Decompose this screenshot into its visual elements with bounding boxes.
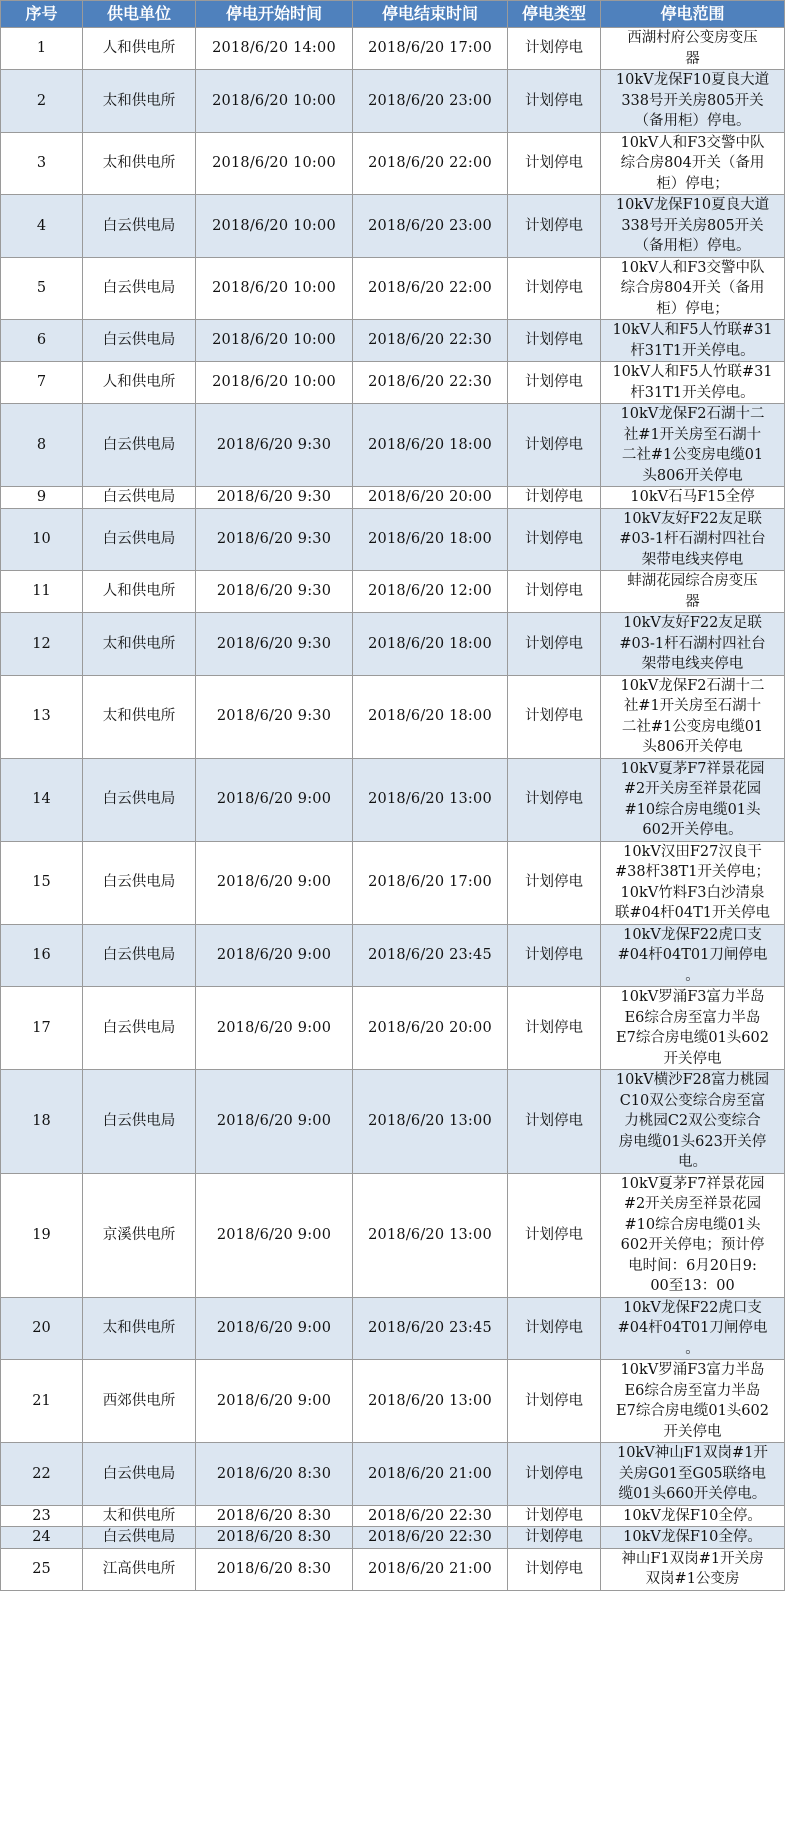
table-row <box>1 487 785 509</box>
header-row <box>1 1 785 28</box>
scope-line: #2开关房至祥景花园 <box>623 1196 762 1212</box>
cell-start-time: 2018/6/20 8:30 <box>196 1527 353 1549</box>
cell-index: 18 <box>1 1070 83 1174</box>
scope-line: 602开关停电；预计停 <box>620 1237 765 1253</box>
scope-line: 10kV友好F22友足联 <box>623 510 762 527</box>
cell-end-time: 2018/6/20 21:00 <box>353 1443 508 1506</box>
scope-line: E7综合房电缆01头602 <box>616 1403 769 1419</box>
cell-unit: 白云供电局 <box>83 195 196 258</box>
cell-start-time: 2018/6/20 9:30 <box>196 613 353 676</box>
table-row <box>1 1360 785 1443</box>
cell-type: 计划停电 <box>508 1443 601 1506</box>
cell-scope <box>601 1070 785 1174</box>
scope-line: E6综合房至富力半岛 <box>624 1009 761 1026</box>
cell-type: 计划停电 <box>508 1527 601 1549</box>
cell-scope <box>601 320 785 362</box>
cell-scope <box>601 987 785 1070</box>
cell-start-time: 2018/6/20 14:00 <box>196 28 353 70</box>
scope-line: E6综合房至富力半岛 <box>624 1382 761 1399</box>
scope-line: 头806开关停电 <box>642 467 743 484</box>
cell-unit: 白云供电局 <box>83 1070 196 1174</box>
scope-line: 10kV龙保F10夏良大道 <box>615 72 770 88</box>
header-index: 序号 <box>1 1 83 28</box>
cell-index: 23 <box>1 1505 83 1527</box>
header-type: 停电类型 <box>508 1 601 28</box>
scope-line: 10kV夏茅F7祥景花园 <box>620 1175 765 1192</box>
scope-line: 10kV人和F5人竹联#31 <box>612 364 773 380</box>
cell-start-time: 2018/6/20 9:30 <box>196 404 353 487</box>
cell-start-time: 2018/6/20 9:30 <box>196 571 353 613</box>
cell-end-time: 2018/6/20 18:00 <box>353 508 508 571</box>
cell-unit: 太和供电所 <box>83 1505 196 1527</box>
scope-line: 器 <box>685 593 700 610</box>
cell-end-time: 2018/6/20 13:00 <box>353 1070 508 1174</box>
scope-line: 338号开关房805开关 <box>621 92 764 109</box>
cell-index: 22 <box>1 1443 83 1506</box>
cell-start-time: 2018/6/20 9:30 <box>196 508 353 571</box>
cell-end-time: 2018/6/20 22:00 <box>353 257 508 320</box>
cell-index: 21 <box>1 1360 83 1443</box>
table-row <box>1 28 785 70</box>
table-row <box>1 987 785 1070</box>
scope-line: 力桃园C2双公变综合 <box>624 1113 761 1129</box>
scope-line: #03-1杆石湖村四社台 <box>619 635 766 652</box>
scope-line: 社#1开关房至石湖十 <box>623 426 762 443</box>
cell-type: 计划停电 <box>508 841 601 924</box>
cell-scope <box>601 841 785 924</box>
cell-type: 计划停电 <box>508 1548 601 1590</box>
table-row <box>1 257 785 320</box>
table-row <box>1 924 785 987</box>
cell-scope <box>601 195 785 258</box>
cell-end-time: 2018/6/20 23:00 <box>353 195 508 258</box>
cell-scope <box>601 1527 785 1549</box>
cell-scope <box>601 1548 785 1590</box>
cell-end-time: 2018/6/20 18:00 <box>353 675 508 758</box>
cell-index: 17 <box>1 987 83 1070</box>
table-row <box>1 1297 785 1360</box>
scope-line: 电。 <box>678 1154 707 1170</box>
scope-line: 10kV人和F3交警中队 <box>620 259 765 276</box>
cell-type: 计划停电 <box>508 613 601 676</box>
cell-type: 计划停电 <box>508 1297 601 1360</box>
cell-unit: 白云供电局 <box>83 841 196 924</box>
cell-end-time: 2018/6/20 22:30 <box>353 1505 508 1527</box>
header-unit: 供电单位 <box>83 1 196 28</box>
scope-line: 杆31T1开关停电。 <box>630 384 755 401</box>
cell-end-time: 2018/6/20 23:45 <box>353 924 508 987</box>
table-row <box>1 675 785 758</box>
cell-unit: 白云供电局 <box>83 924 196 987</box>
table-body <box>1 28 785 1591</box>
cell-index: 11 <box>1 571 83 613</box>
cell-type: 计划停电 <box>508 1505 601 1527</box>
cell-type: 计划停电 <box>508 257 601 320</box>
cell-scope <box>601 1360 785 1443</box>
cell-end-time: 2018/6/20 20:00 <box>353 987 508 1070</box>
scope-line: 。 <box>685 967 700 984</box>
scope-line: 10kV龙保F22虎口支 <box>623 1299 762 1316</box>
scope-line: 10kV罗涌F3富力半岛 <box>620 1362 765 1378</box>
cell-scope <box>601 1505 785 1527</box>
cell-end-time: 2018/6/20 18:00 <box>353 613 508 676</box>
cell-index: 16 <box>1 924 83 987</box>
cell-start-time: 2018/6/20 9:00 <box>196 1070 353 1174</box>
header-start-time: 停电开始时间 <box>196 1 353 28</box>
scope-line: 开关停电 <box>663 1423 722 1440</box>
cell-start-time: 2018/6/20 9:00 <box>196 924 353 987</box>
cell-unit: 白云供电局 <box>83 1527 196 1549</box>
cell-unit: 西郊供电所 <box>83 1360 196 1443</box>
cell-unit: 白云供电局 <box>83 257 196 320</box>
cell-type: 计划停电 <box>508 758 601 841</box>
cell-unit: 太和供电所 <box>83 1297 196 1360</box>
cell-type: 计划停电 <box>508 132 601 195</box>
scope-line: 10kV龙保F10全停。 <box>623 1507 762 1524</box>
cell-type: 计划停电 <box>508 508 601 571</box>
scope-line: 10kV人和F3交警中队 <box>620 134 765 151</box>
scope-line: 二社#1公变房电缆01 <box>621 447 764 463</box>
cell-unit: 白云供电局 <box>83 987 196 1070</box>
cell-index: 24 <box>1 1527 83 1549</box>
cell-index: 3 <box>1 132 83 195</box>
scope-line: #04杆04T01刀闸停电 <box>617 947 768 963</box>
cell-type: 计划停电 <box>508 404 601 487</box>
cell-scope <box>601 70 785 133</box>
cell-scope <box>601 132 785 195</box>
cell-type: 计划停电 <box>508 924 601 987</box>
cell-type: 计划停电 <box>508 1173 601 1297</box>
cell-index: 2 <box>1 70 83 133</box>
cell-type: 计划停电 <box>508 987 601 1070</box>
table-row <box>1 70 785 133</box>
scope-line: 10kV龙保F10夏良大道 <box>615 197 770 213</box>
scope-line: 神山F1双岗#1开关房 <box>621 1550 764 1567</box>
cell-scope <box>601 571 785 613</box>
cell-scope <box>601 487 785 509</box>
scope-line: 社#1开关房至石湖十 <box>623 698 762 714</box>
cell-index: 14 <box>1 758 83 841</box>
cell-unit: 白云供电局 <box>83 508 196 571</box>
table-row <box>1 320 785 362</box>
scope-line: 10kV竹料F3白沙清泉 <box>620 884 765 901</box>
scope-line: 西湖村府公变房变压 <box>627 30 758 46</box>
cell-type: 计划停电 <box>508 70 601 133</box>
scope-line: 二社#1公变房电缆01 <box>621 718 764 735</box>
cell-start-time: 2018/6/20 8:30 <box>196 1443 353 1506</box>
cell-unit: 白云供电局 <box>83 1443 196 1506</box>
scope-line: 柜）停电； <box>656 175 729 192</box>
cell-unit: 京溪供电所 <box>83 1173 196 1297</box>
cell-type: 计划停电 <box>508 28 601 70</box>
table-row <box>1 195 785 258</box>
scope-line: 联#04杆04T1开关停电 <box>615 905 770 921</box>
table-row <box>1 571 785 613</box>
cell-scope <box>601 508 785 571</box>
scope-line: 房电缆01头623开关停 <box>618 1133 767 1150</box>
cell-start-time: 2018/6/20 10:00 <box>196 195 353 258</box>
cell-type: 计划停电 <box>508 320 601 362</box>
cell-unit: 人和供电所 <box>83 362 196 404</box>
scope-line: 10kV龙保F10全停。 <box>623 1529 762 1545</box>
cell-index: 1 <box>1 28 83 70</box>
cell-start-time: 2018/6/20 10:00 <box>196 320 353 362</box>
cell-index: 9 <box>1 487 83 509</box>
cell-end-time: 2018/6/20 23:00 <box>353 70 508 133</box>
table-row <box>1 758 785 841</box>
cell-end-time: 2018/6/20 22:30 <box>353 320 508 362</box>
scope-line: 338号开关房805开关 <box>621 217 764 234</box>
cell-start-time: 2018/6/20 8:30 <box>196 1505 353 1527</box>
cell-start-time: 2018/6/20 9:30 <box>196 487 353 509</box>
table-row <box>1 1173 785 1297</box>
cell-start-time: 2018/6/20 10:00 <box>196 70 353 133</box>
cell-end-time: 2018/6/20 13:00 <box>353 758 508 841</box>
cell-type: 计划停电 <box>508 1360 601 1443</box>
cell-scope <box>601 1173 785 1297</box>
table-row <box>1 362 785 404</box>
cell-type: 计划停电 <box>508 195 601 258</box>
cell-end-time: 2018/6/20 20:00 <box>353 487 508 509</box>
table-row <box>1 1527 785 1549</box>
scope-line: E7综合房电缆01头602 <box>616 1030 769 1046</box>
cell-index: 10 <box>1 508 83 571</box>
scope-line: 电时间：6月20日9: <box>628 1257 757 1274</box>
scope-line: 10kV龙保F2石湖十二 <box>620 406 765 422</box>
scope-line: #38杆38T1开关停电； <box>615 864 770 880</box>
cell-scope <box>601 924 785 987</box>
cell-unit: 人和供电所 <box>83 571 196 613</box>
cell-type: 计划停电 <box>508 675 601 758</box>
scope-line: （备用柜）停电。 <box>634 238 751 254</box>
table-row <box>1 404 785 487</box>
scope-line: #10综合房电缆01头 <box>624 801 761 818</box>
scope-line: 10kV汉田F27汉良干 <box>623 843 762 860</box>
cell-scope <box>601 613 785 676</box>
scope-line: 关房G01至G05联络电 <box>618 1465 767 1482</box>
cell-type: 计划停电 <box>508 487 601 509</box>
scope-line: 10kV龙保F22虎口支 <box>623 926 762 943</box>
cell-type: 计划停电 <box>508 362 601 404</box>
scope-line: 综合房804开关（备用 <box>620 155 765 171</box>
scope-line: 10kV石马F15全停 <box>630 489 755 505</box>
scope-line: 缆01头660开关停电。 <box>618 1486 767 1502</box>
scope-line: #2开关房至祥景花园 <box>623 781 762 797</box>
cell-start-time: 2018/6/20 10:00 <box>196 257 353 320</box>
scope-line: 架带电线夹停电 <box>641 551 744 568</box>
cell-end-time: 2018/6/20 22:30 <box>353 1527 508 1549</box>
cell-start-time: 2018/6/20 9:00 <box>196 1360 353 1443</box>
cell-scope <box>601 1443 785 1506</box>
scope-line: 头806开关停电 <box>642 739 743 755</box>
scope-line: 综合房804开关（备用 <box>620 280 765 296</box>
scope-line: 架带电线夹停电 <box>641 656 744 672</box>
scope-line: 蚌湖花园综合房变压 <box>627 573 758 589</box>
cell-end-time: 2018/6/20 22:00 <box>353 132 508 195</box>
cell-index: 7 <box>1 362 83 404</box>
scope-line: 10kV罗涌F3富力半岛 <box>620 989 765 1005</box>
scope-line: #04杆04T01刀闸停电 <box>617 1320 768 1336</box>
scope-line: 10kV龙保F2石湖十二 <box>620 677 765 694</box>
scope-line: （备用柜）停电。 <box>634 113 751 129</box>
cell-scope <box>601 758 785 841</box>
cell-end-time: 2018/6/20 12:00 <box>353 571 508 613</box>
cell-end-time: 2018/6/20 17:00 <box>353 841 508 924</box>
scope-line: 10kV神山F1双岗#1开 <box>617 1445 768 1461</box>
cell-index: 6 <box>1 320 83 362</box>
cell-index: 12 <box>1 613 83 676</box>
cell-scope <box>601 257 785 320</box>
table-row <box>1 1443 785 1506</box>
scope-line: 杆31T1开关停电。 <box>630 342 755 359</box>
cell-scope <box>601 1297 785 1360</box>
cell-type: 计划停电 <box>508 571 601 613</box>
cell-index: 25 <box>1 1548 83 1590</box>
cell-start-time: 2018/6/20 9:00 <box>196 758 353 841</box>
cell-unit: 白云供电局 <box>83 320 196 362</box>
scope-line: 开关停电 <box>663 1050 722 1067</box>
cell-unit: 白云供电局 <box>83 758 196 841</box>
scope-line: C10双公变综合房至富 <box>619 1092 766 1109</box>
table-row <box>1 613 785 676</box>
header-scope: 停电范围 <box>601 1 785 28</box>
cell-scope <box>601 362 785 404</box>
table-header <box>1 1 785 28</box>
scope-line: #03-1杆石湖村四社台 <box>619 531 766 547</box>
cell-index: 8 <box>1 404 83 487</box>
cell-unit: 人和供电所 <box>83 28 196 70</box>
header-end-time: 停电结束时间 <box>353 1 508 28</box>
cell-index: 13 <box>1 675 83 758</box>
scope-line: 10kV友好F22友足联 <box>623 615 762 631</box>
cell-end-time: 2018/6/20 18:00 <box>353 404 508 487</box>
scope-line: 00至13：00 <box>650 1278 735 1294</box>
scope-line: 10kV人和F5人竹联#31 <box>612 322 773 338</box>
cell-type: 计划停电 <box>508 1070 601 1174</box>
cell-scope <box>601 28 785 70</box>
table-row <box>1 132 785 195</box>
scope-line: 602开关停电。 <box>642 822 743 838</box>
cell-start-time: 2018/6/20 9:30 <box>196 675 353 758</box>
cell-start-time: 2018/6/20 9:00 <box>196 1297 353 1360</box>
cell-end-time: 2018/6/20 21:00 <box>353 1548 508 1590</box>
cell-start-time: 2018/6/20 9:00 <box>196 987 353 1070</box>
cell-unit: 太和供电所 <box>83 132 196 195</box>
cell-start-time: 2018/6/20 10:00 <box>196 362 353 404</box>
cell-end-time: 2018/6/20 13:00 <box>353 1173 508 1297</box>
table-row <box>1 508 785 571</box>
cell-end-time: 2018/6/20 23:45 <box>353 1297 508 1360</box>
scope-line: #10综合房电缆01头 <box>624 1216 761 1233</box>
cell-index: 4 <box>1 195 83 258</box>
table-row <box>1 1505 785 1527</box>
scope-line: 。 <box>685 1340 700 1357</box>
cell-start-time: 2018/6/20 9:00 <box>196 1173 353 1297</box>
table-row <box>1 841 785 924</box>
cell-scope <box>601 404 785 487</box>
scope-line: 10kV夏茅F7祥景花园 <box>620 760 765 777</box>
cell-index: 5 <box>1 257 83 320</box>
cell-start-time: 2018/6/20 10:00 <box>196 132 353 195</box>
scope-line: 双岗#1公变房 <box>645 1571 740 1587</box>
scope-line: 10kV横沙F28富力桃园 <box>615 1072 770 1088</box>
cell-unit: 太和供电所 <box>83 675 196 758</box>
cell-end-time: 2018/6/20 22:30 <box>353 362 508 404</box>
cell-unit: 白云供电局 <box>83 487 196 509</box>
cell-unit: 太和供电所 <box>83 613 196 676</box>
cell-unit: 白云供电局 <box>83 404 196 487</box>
cell-unit: 江高供电所 <box>83 1548 196 1590</box>
scope-line: 器 <box>685 50 700 67</box>
table-row <box>1 1070 785 1174</box>
cell-start-time: 2018/6/20 8:30 <box>196 1548 353 1590</box>
scope-line: 柜）停电； <box>656 300 729 317</box>
cell-start-time: 2018/6/20 9:00 <box>196 841 353 924</box>
cell-index: 19 <box>1 1173 83 1297</box>
cell-index: 15 <box>1 841 83 924</box>
cell-index: 20 <box>1 1297 83 1360</box>
cell-scope <box>601 675 785 758</box>
cell-unit: 太和供电所 <box>83 70 196 133</box>
cell-end-time: 2018/6/20 13:00 <box>353 1360 508 1443</box>
cell-end-time: 2018/6/20 17:00 <box>353 28 508 70</box>
table-row <box>1 1548 785 1590</box>
